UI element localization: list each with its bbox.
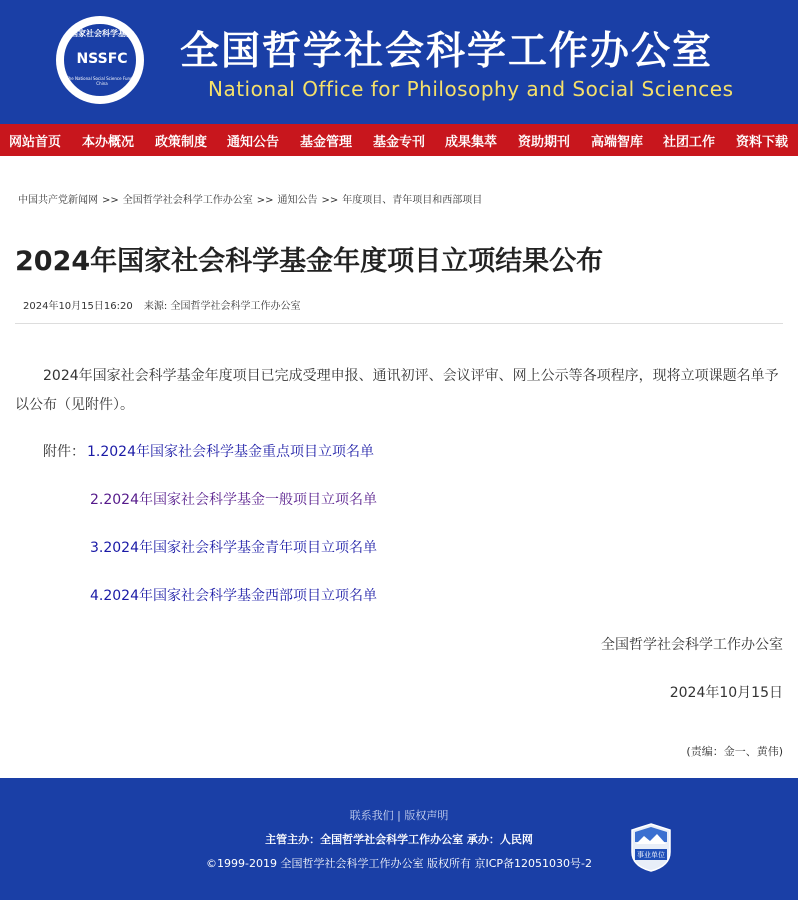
nav-item-fund-management[interactable]: 基金管理	[300, 134, 353, 150]
nav-item-downloads[interactable]: 资料下载	[736, 134, 789, 150]
nav-item-policy[interactable]: 政策制度	[155, 134, 208, 150]
nav-item-notices[interactable]: 通知公告	[227, 134, 280, 150]
attachment-link-general-projects[interactable]: 2.2024年国家社会科学基金一般项目立项名单	[90, 492, 377, 508]
signature-date: 2024年10月15日	[669, 685, 783, 701]
main-nav	[0, 124, 798, 156]
attachment-link-key-projects[interactable]: 1.2024年国家社会科学基金重点项目立项名单	[87, 444, 374, 460]
footer-links	[0, 807, 798, 823]
attachment-link-western-projects[interactable]: 4.2024年国家社会科学基金西部项目立项名单	[90, 588, 377, 604]
footer-link-separator: |	[397, 809, 401, 822]
breadcrumb	[18, 191, 482, 206]
nav-item-think-tanks[interactable]: 高端智库	[591, 134, 644, 150]
source-name: 全国哲学社会科学工作办公室	[170, 301, 301, 312]
attachment-link-youth-projects[interactable]: 3.2024年国家社会科学基金青年项目立项名单	[90, 540, 377, 556]
breadcrumb-link-office[interactable]: 全国哲学社会科学工作办公室	[122, 195, 253, 206]
nav-item-associations[interactable]: 社团工作	[663, 134, 716, 150]
article-paragraph: 2024年国家社会科学基金年度项目已完成受理申报、通讯初评、会议评审、网上公示等各项程序，现将立项课题名单予以公布（见附件）。	[15, 368, 779, 413]
signature: 全国哲学社会科学工作办公室	[601, 637, 783, 653]
nssfc-logo[interactable]	[56, 16, 144, 104]
contact-us-link[interactable]: 联系我们	[349, 809, 394, 822]
source-label: 来源:	[143, 301, 168, 312]
footer-host-info: 主管主办：全国哲学社会科学工作办公室 承办：人民网	[265, 833, 533, 846]
editor-credit: (责编：金一、黄伟)	[686, 745, 783, 758]
logo-emblem	[62, 22, 138, 98]
breadcrumb-separator: >>	[321, 195, 339, 206]
nav-item-about[interactable]: 本办概况	[82, 134, 135, 150]
logo-ring-text: 国家社会科学基金	[70, 29, 134, 38]
breadcrumb-link-notices[interactable]: 通知公告	[277, 195, 318, 206]
article-meta	[23, 297, 300, 312]
breadcrumb-separator: >>	[102, 195, 119, 206]
footer-copyright: ©1999-2019 全国哲学社会科学工作办公室 版权所有 京ICP备12051030号-2	[206, 857, 592, 870]
badge-text: 事业单位	[637, 851, 665, 859]
logo-abbreviation: NSSFC	[76, 51, 128, 67]
copyright-statement-link[interactable]: 版权声明	[404, 809, 449, 822]
publish-datetime: 2024年10月15日16:20	[23, 301, 133, 312]
breadcrumb-link-people[interactable]: 中国共产党新闻网	[18, 195, 98, 206]
title-divider	[15, 323, 783, 324]
article-title: 2024年国家社会科学基金年度项目立项结果公布	[15, 246, 604, 277]
breadcrumb-separator: >>	[256, 195, 274, 206]
breadcrumb-link-projects[interactable]: 年度项目、青年项目和西部项目	[342, 195, 483, 206]
nav-item-home[interactable]: 网站首页	[9, 134, 62, 150]
site-title-english: National Office for Philosophy and Social Sciences	[208, 77, 734, 101]
public-institution-badge-icon[interactable]	[630, 822, 672, 872]
nav-item-funded-journals[interactable]: 资助期刊	[518, 134, 571, 150]
nav-item-achievements[interactable]: 成果集萃	[445, 134, 498, 150]
logo-english-text: The National Social Science Fund of China	[66, 76, 138, 86]
site-header	[0, 0, 798, 124]
site-footer	[0, 778, 798, 900]
nav-item-fund-journal[interactable]: 基金专刊	[373, 134, 426, 150]
site-title-chinese: 全国哲学社会科学工作办公室	[180, 29, 714, 74]
attachment-label: 附件：	[43, 444, 85, 460]
